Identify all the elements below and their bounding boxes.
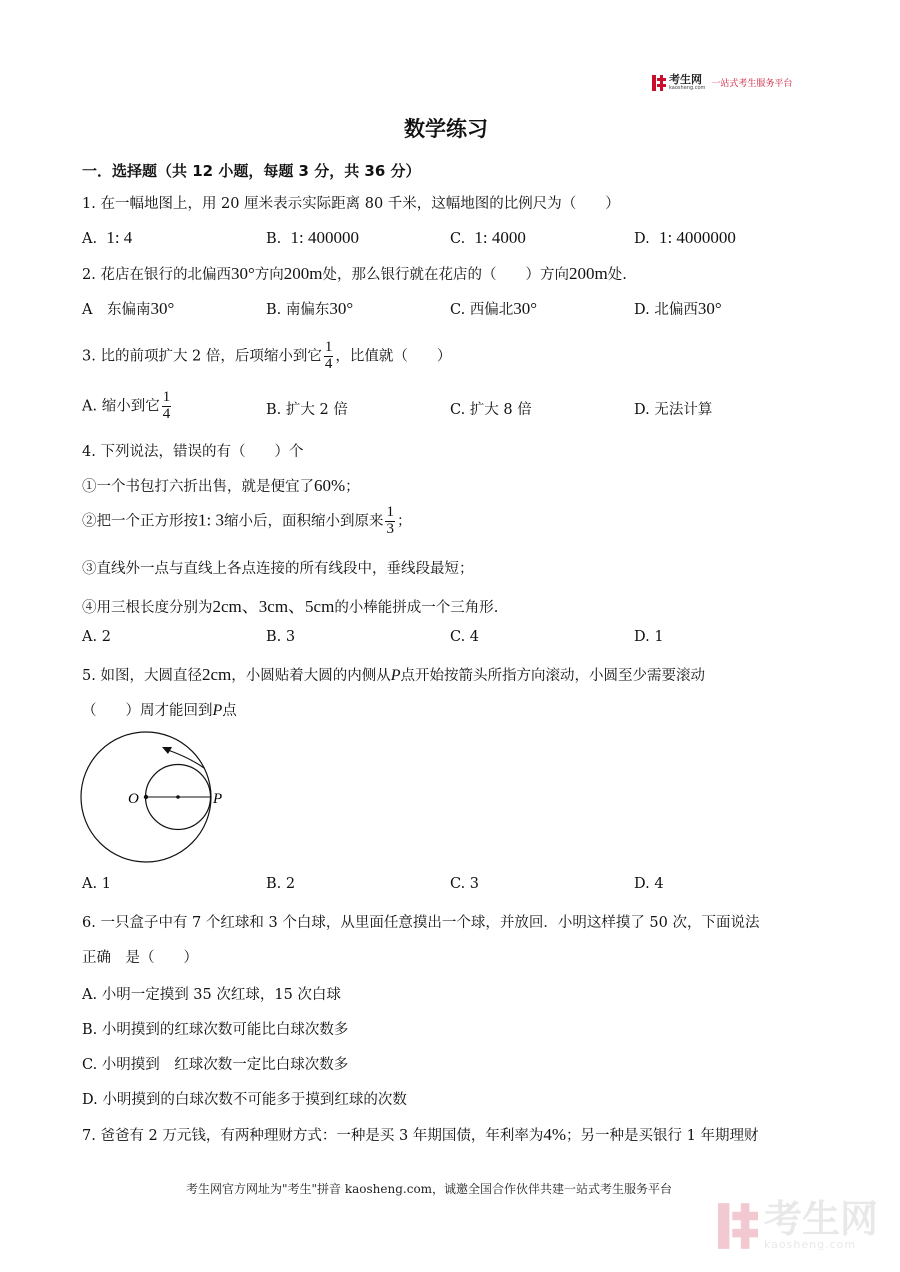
small-center-point bbox=[176, 795, 180, 799]
q5-option-b: B. 2 bbox=[266, 876, 296, 892]
q1-option-c: C. 1: 4000 bbox=[450, 228, 526, 247]
kaosheng-logo-icon bbox=[652, 75, 666, 91]
fraction-one-quarter: $\frac{1}{4}$ bbox=[324, 339, 333, 372]
page-footer: 考生网官方网址为"考生"拼音 kaosheng.com，诚邀全国合作伙伴共建一站式考生服务平台 bbox=[186, 1182, 673, 1196]
question-4: 4. 下列说法，错误的有（ ）个 bbox=[82, 444, 304, 460]
question-3: 3. 比的前项扩大 2 倍，后项缩小到它 $\frac{1}{4}$ ，比值就（ ） bbox=[82, 339, 452, 372]
q1-option-d: D. 1: 4000000 bbox=[634, 228, 736, 247]
q3-option-a: A. 缩小到它 $\frac{1}{4}$ bbox=[82, 389, 171, 422]
q6-option-a: A. 小明一定摸到 35 次红球，15 次白球 bbox=[82, 987, 341, 1003]
q5-circle-figure bbox=[78, 728, 238, 868]
label-p: P bbox=[213, 791, 223, 807]
question-6-line-1: 6. 一只盒子中有 7 个红球和 3 个白球，从里面任意摸出一个球，并放回．小明这样摸了 50 次，下面说法 bbox=[82, 915, 760, 931]
q4-statement-2: ②把一个正方形按1: 3缩小后，面积缩小到原来 $\frac{1}{3}$ ； bbox=[82, 504, 412, 537]
q3-option-d: D. 无法计算 bbox=[634, 402, 713, 418]
logo-domain: kaosheng.com bbox=[669, 85, 706, 91]
q2-option-c: C. 西偏北30° bbox=[450, 299, 538, 318]
q4-option-d: D. 1 bbox=[634, 629, 664, 645]
q6-option-c: C. 小明摸到 红球次数一定比白球次数多 bbox=[82, 1057, 349, 1073]
question-6-line-2: 正确 是（ ） bbox=[82, 950, 198, 966]
watermark-domain: kaosheng.com bbox=[764, 1238, 857, 1251]
q3-option-b: B. 扩大 2 倍 bbox=[266, 402, 348, 418]
logo-name: 考生网 bbox=[669, 73, 702, 86]
q4-option-a: A. 2 bbox=[82, 629, 111, 645]
page-title: 数学练习 bbox=[404, 117, 488, 141]
watermark-logo-icon bbox=[718, 1203, 758, 1249]
q2-option-a: A 东偏南30° bbox=[82, 299, 175, 318]
label-o: O bbox=[128, 791, 139, 807]
q5-option-c: C. 3 bbox=[450, 876, 480, 892]
q5-option-d: D. 4 bbox=[634, 876, 664, 892]
q2-option-b: B. 南偏东30° bbox=[266, 299, 354, 318]
logo-slogan: 一站式考生服务平台 bbox=[711, 79, 793, 89]
question-1: 1. 在一幅地图上，用 20 厘米表示实际距离 80 千米，这幅地图的比例尺为（ ） bbox=[82, 196, 620, 212]
section-heading: 一．选择题（共 12 小题，每题 3 分，共 36 分） bbox=[82, 162, 421, 180]
watermark-text: 考生网 bbox=[764, 1197, 879, 1241]
q1-option-a: A. 1: 4 bbox=[82, 228, 133, 247]
q6-option-d: D. 小明摸到的白球次数不可能多于摸到红球的次数 bbox=[82, 1092, 407, 1108]
question-5-line-1: 5. 如图，大圆直径2cm，小圆贴着大圆的内侧从P点开始按箭头所指方向滚动，小圆至少需要滚动 bbox=[82, 665, 706, 684]
question-2: 2. 花店在银行的北偏西30°方向200m处，那么银行就在花店的（ ）方向200m处. bbox=[82, 264, 627, 283]
q4-option-b: B. 3 bbox=[266, 629, 296, 645]
question-5-line-2: （ ）周才能回到P点 bbox=[82, 702, 237, 719]
q5-option-a: A. 1 bbox=[82, 876, 111, 892]
question-7: 7. 爸爸有 2 万元钱，有两种理财方式：一种是买 3 年期国债，年利率为4%；另一种是买银行 1 年期理财 bbox=[82, 1125, 759, 1144]
q4-statement-4: ④用三根长度分别为2cm、3cm、5cm的小棒能拼成一个三角形. bbox=[82, 597, 499, 616]
q2-option-d: D. 北偏西30° bbox=[634, 299, 722, 318]
q1-option-b: B. 1: 400000 bbox=[266, 228, 359, 247]
header-logo bbox=[652, 74, 792, 91]
q4-option-c: C. 4 bbox=[450, 629, 480, 645]
q4-statement-3: ③直线外一点与直线上各点连接的所有线段中，垂线段最短； bbox=[82, 561, 474, 577]
point-o bbox=[144, 795, 148, 799]
q6-option-b: B. 小明摸到的红球次数可能比白球次数多 bbox=[82, 1022, 349, 1038]
watermark bbox=[718, 1197, 879, 1251]
q3-option-c: C. 扩大 8 倍 bbox=[450, 402, 532, 418]
q4-statement-1: ①一个书包打六折出售，就是便宜了60%； bbox=[82, 476, 360, 495]
